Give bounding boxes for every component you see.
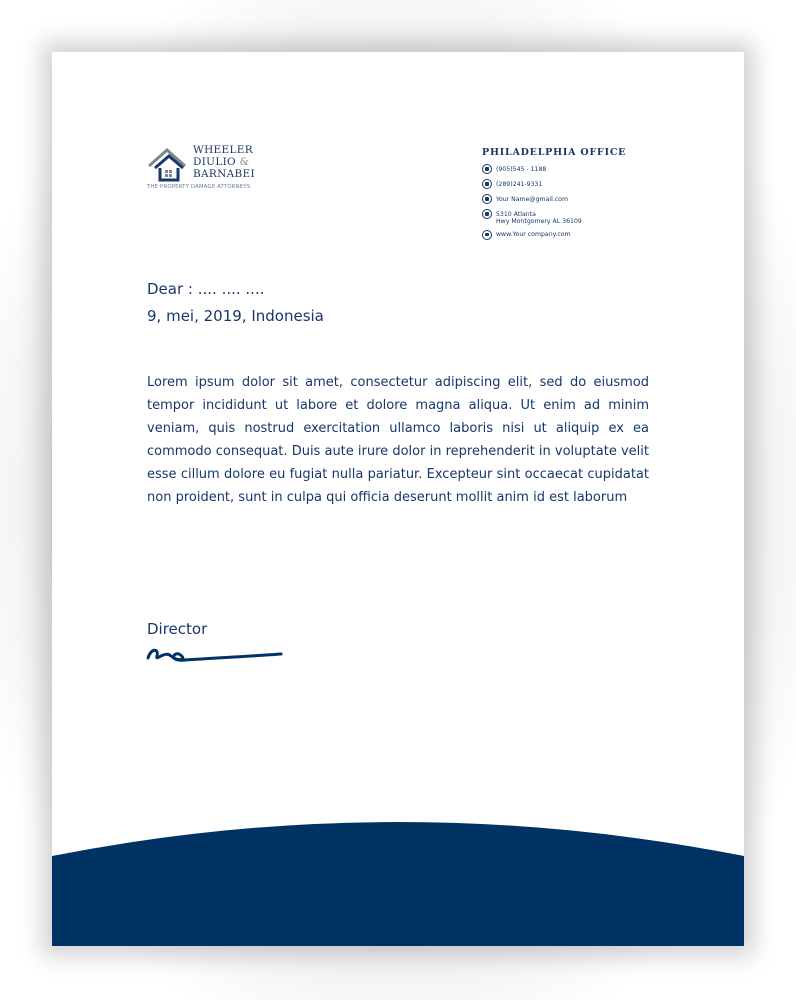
letterhead-page (52, 52, 744, 946)
phone-icon (482, 164, 492, 174)
contact-fax (482, 179, 702, 189)
house-logo-icon (147, 146, 191, 182)
logo-line-3: BARNABEI (193, 168, 255, 180)
salutation: Dear : .... .... .... (147, 280, 265, 298)
letter-body: Lorem ipsum dolor sit amet, consectetur adipiscing elit, sed do eiusmod tempor incididunt ut labore et dolore magna aliqua. Ut enim ad minim veniam, quis nostrud exercitation ullamco laboris nisi ut aliquip ex ea commodo consequat. Duis aute irure dolor in reprehenderit in voluptate velit esse cillum dolore eu fugiat nulla pariatur. Excepteur sint occaecat cupidatat non proident, sunt in culpa qui officia deserunt mollit anim id est laborum (147, 375, 649, 505)
office-title: PHILADELPHIA OFFICE (482, 147, 627, 158)
contact-email (482, 194, 702, 204)
contact-address (482, 209, 702, 225)
letter-date: 9, mei, 2019, Indonesia (147, 307, 324, 325)
logo-line-2: DIULIO & (193, 156, 250, 168)
globe-icon (482, 230, 492, 240)
office-contact-block (482, 147, 702, 245)
contact-phone (482, 164, 702, 174)
website: www.Your company.com (496, 231, 571, 238)
logo-tagline: THE PROPERTY DAMAGE ATTORNEYS (147, 184, 251, 190)
footer-wave (52, 822, 744, 946)
address-line-1: 5310 Atlanta (496, 210, 536, 218)
logo-line-1: WHEELER (193, 144, 253, 156)
logo-wordmark (193, 144, 255, 180)
signature-mark (145, 644, 285, 674)
address-line-2: Hwy Montgomery AL 36109 (496, 217, 582, 225)
phone-number: (905)545 - 1188 (496, 165, 547, 173)
company-logo (147, 144, 347, 194)
fax-icon (482, 179, 492, 189)
address (496, 209, 582, 225)
contact-website (482, 230, 702, 240)
email-address: Your Name@gmail.com (496, 195, 568, 203)
email-icon (482, 194, 492, 204)
fax-number: (289)241-9331 (496, 180, 543, 188)
location-icon (482, 209, 492, 219)
signer-title: Director (147, 620, 208, 638)
